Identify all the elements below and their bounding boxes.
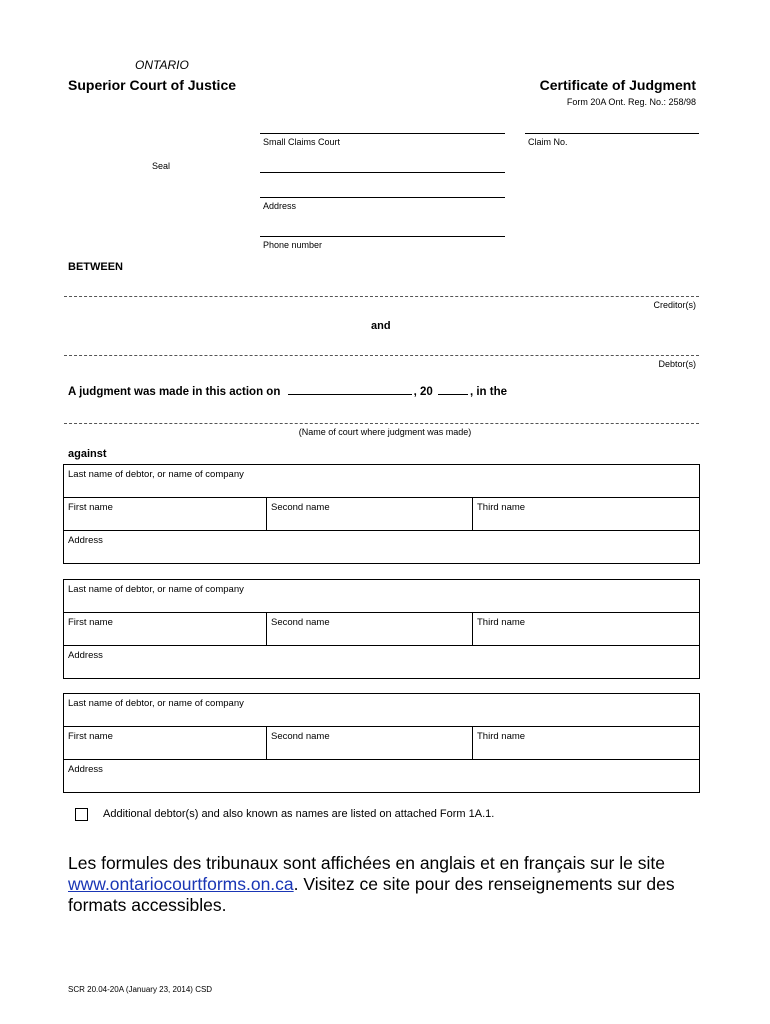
claim-no-line[interactable]: [525, 133, 699, 134]
phone-label: Phone number: [263, 240, 323, 250]
third-name-field[interactable]: [472, 497, 700, 531]
between-label: BETWEEN: [68, 261, 123, 273]
second-name-field[interactable]: [266, 497, 473, 531]
third-name-field[interactable]: [472, 726, 700, 760]
debtor-line[interactable]: [64, 355, 699, 356]
form-reference: Form 20A Ont. Reg. No.: 258/98: [566, 97, 696, 107]
first-name-field[interactable]: [63, 497, 267, 531]
court-name-line[interactable]: [64, 423, 699, 424]
second-name-label: Second name: [271, 502, 330, 513]
last-name-field[interactable]: [63, 579, 700, 613]
address-field[interactable]: [63, 759, 700, 793]
claim-no-label: Claim No.: [528, 137, 568, 147]
second-name-field[interactable]: [266, 726, 473, 760]
court-name: Superior Court of Justice: [68, 77, 237, 93]
third-name-label: Third name: [477, 617, 526, 628]
province-label: ONTARIO: [135, 58, 189, 72]
first-name-label: First name: [68, 731, 113, 742]
address-field-label: Address: [68, 535, 103, 546]
second-name-field[interactable]: [266, 612, 473, 646]
address-line-2[interactable]: [260, 197, 505, 198]
notice-text-after: . Visitez ce site pour des renseignements sur des formats accessibles.: [68, 874, 675, 915]
third-name-label: Third name: [477, 502, 526, 513]
judgment-sentence: [68, 386, 507, 398]
judgment-year-field[interactable]: [438, 394, 468, 395]
last-name-label: Last name of debtor, or name of company: [68, 698, 244, 709]
first-name-field[interactable]: [63, 612, 267, 646]
last-name-field[interactable]: [63, 464, 700, 498]
second-name-label: Second name: [271, 731, 330, 742]
first-name-label: First name: [68, 617, 113, 628]
creditors-label: Creditor(s): [653, 300, 696, 310]
address-field-label: Address: [68, 650, 103, 661]
third-name-label: Third name: [477, 731, 526, 742]
first-name-label: First name: [68, 502, 113, 513]
judgment-prefix: A judgment was made in this action on: [68, 386, 281, 398]
last-name-label: Last name of debtor, or name of company: [68, 584, 244, 595]
last-name-field[interactable]: [63, 693, 700, 727]
first-name-field[interactable]: [63, 726, 267, 760]
debtors-label: Debtor(s): [658, 359, 696, 369]
address-line-1[interactable]: [260, 172, 505, 173]
ontario-court-forms-link[interactable]: www.ontariocourtforms.on.ca: [68, 874, 294, 894]
form-title: Certificate of Judgment: [539, 77, 696, 93]
address-field[interactable]: [63, 530, 700, 564]
french-notice: [68, 853, 708, 916]
court-name-caption: (Name of court where judgment was made): [298, 427, 472, 437]
address-label: Address: [263, 201, 297, 211]
small-claims-court-line[interactable]: [260, 133, 505, 134]
small-claims-court-label: Small Claims Court: [263, 137, 341, 147]
judgment-suffix: , in the: [469, 386, 508, 398]
second-name-label: Second name: [271, 617, 330, 628]
last-name-label: Last name of debtor, or name of company: [68, 469, 244, 480]
address-field[interactable]: [63, 645, 700, 679]
notice-text-before: Les formules des tribunaux sont affichées en anglais et en français sur le site: [68, 853, 665, 873]
judgment-date-field[interactable]: [288, 394, 412, 395]
creditor-line[interactable]: [64, 296, 699, 297]
phone-line[interactable]: [260, 236, 505, 237]
form-footer: SCR 20.04-20A (January 23, 2014) CSD: [68, 985, 213, 994]
and-label: and: [371, 320, 391, 332]
seal-label: Seal: [152, 161, 171, 171]
additional-debtors-label: Additional debtor(s) and also known as names are listed on attached Form 1A.1.: [103, 808, 495, 820]
additional-debtors-checkbox[interactable]: [75, 808, 88, 821]
judgment-year-prefix: , 20: [413, 386, 433, 398]
against-label: against: [68, 448, 107, 460]
address-field-label: Address: [68, 764, 103, 775]
third-name-field[interactable]: [472, 612, 700, 646]
